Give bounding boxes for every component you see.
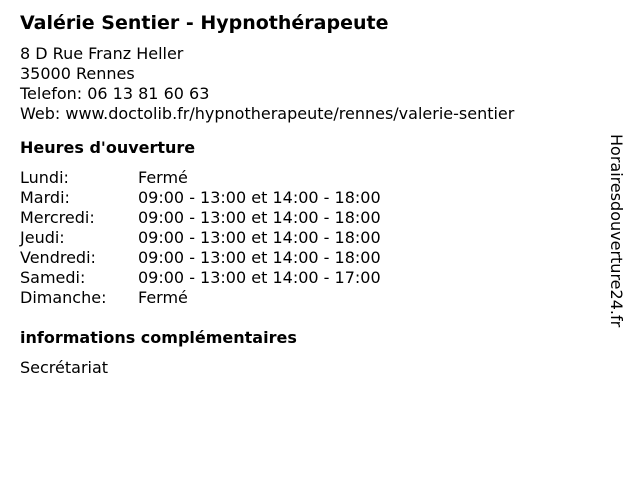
hours-row-thursday [20, 228, 610, 248]
hours-value: 09:00 - 13:00 et 14:00 - 18:00 [138, 208, 381, 227]
day-label: Vendredi: [20, 248, 96, 267]
day-label: Mardi: [20, 188, 70, 207]
hours-row-saturday [20, 268, 610, 288]
day-label: Jeudi: [20, 228, 65, 247]
hours-value: 09:00 - 13:00 et 14:00 - 18:00 [138, 248, 381, 267]
hours-value: 09:00 - 13:00 et 14:00 - 18:00 [138, 228, 381, 247]
day-label: Mercredi: [20, 208, 95, 227]
hours-row-tuesday [20, 188, 610, 208]
street-address: 8 D Rue Franz Heller [20, 44, 184, 63]
hours-row-wednesday [20, 208, 610, 228]
hours-value: Fermé [138, 168, 188, 187]
hours-row-monday [20, 168, 610, 188]
business-card [20, 10, 610, 378]
day-label: Samedi: [20, 268, 86, 287]
hours-value: 09:00 - 13:00 et 14:00 - 18:00 [138, 188, 381, 207]
phone-number: Telefon: 06 13 81 60 63 [20, 84, 210, 103]
opening-hours-list [20, 168, 610, 308]
site-watermark: Horairesdouverture24.fr [607, 134, 626, 328]
hours-value: 09:00 - 13:00 et 14:00 - 17:00 [138, 268, 381, 287]
address-block [20, 44, 610, 124]
city-postcode: 35000 Rennes [20, 64, 135, 83]
website: Web: www.doctolib.fr/hypnotherapeute/rennes/valerie-sentier [20, 104, 515, 123]
day-label: Lundi: [20, 168, 69, 187]
hours-row-sunday [20, 288, 610, 308]
hours-value: Fermé [138, 288, 188, 307]
additional-info-text: Secrétariat [20, 358, 109, 377]
hours-row-friday [20, 248, 610, 268]
opening-hours-heading: Heures d'ouverture [20, 138, 196, 157]
business-title: Valérie Sentier - Hypnothérapeute [20, 12, 389, 34]
additional-info-heading: informations complémentaires [20, 328, 297, 347]
day-label: Dimanche: [20, 288, 107, 307]
